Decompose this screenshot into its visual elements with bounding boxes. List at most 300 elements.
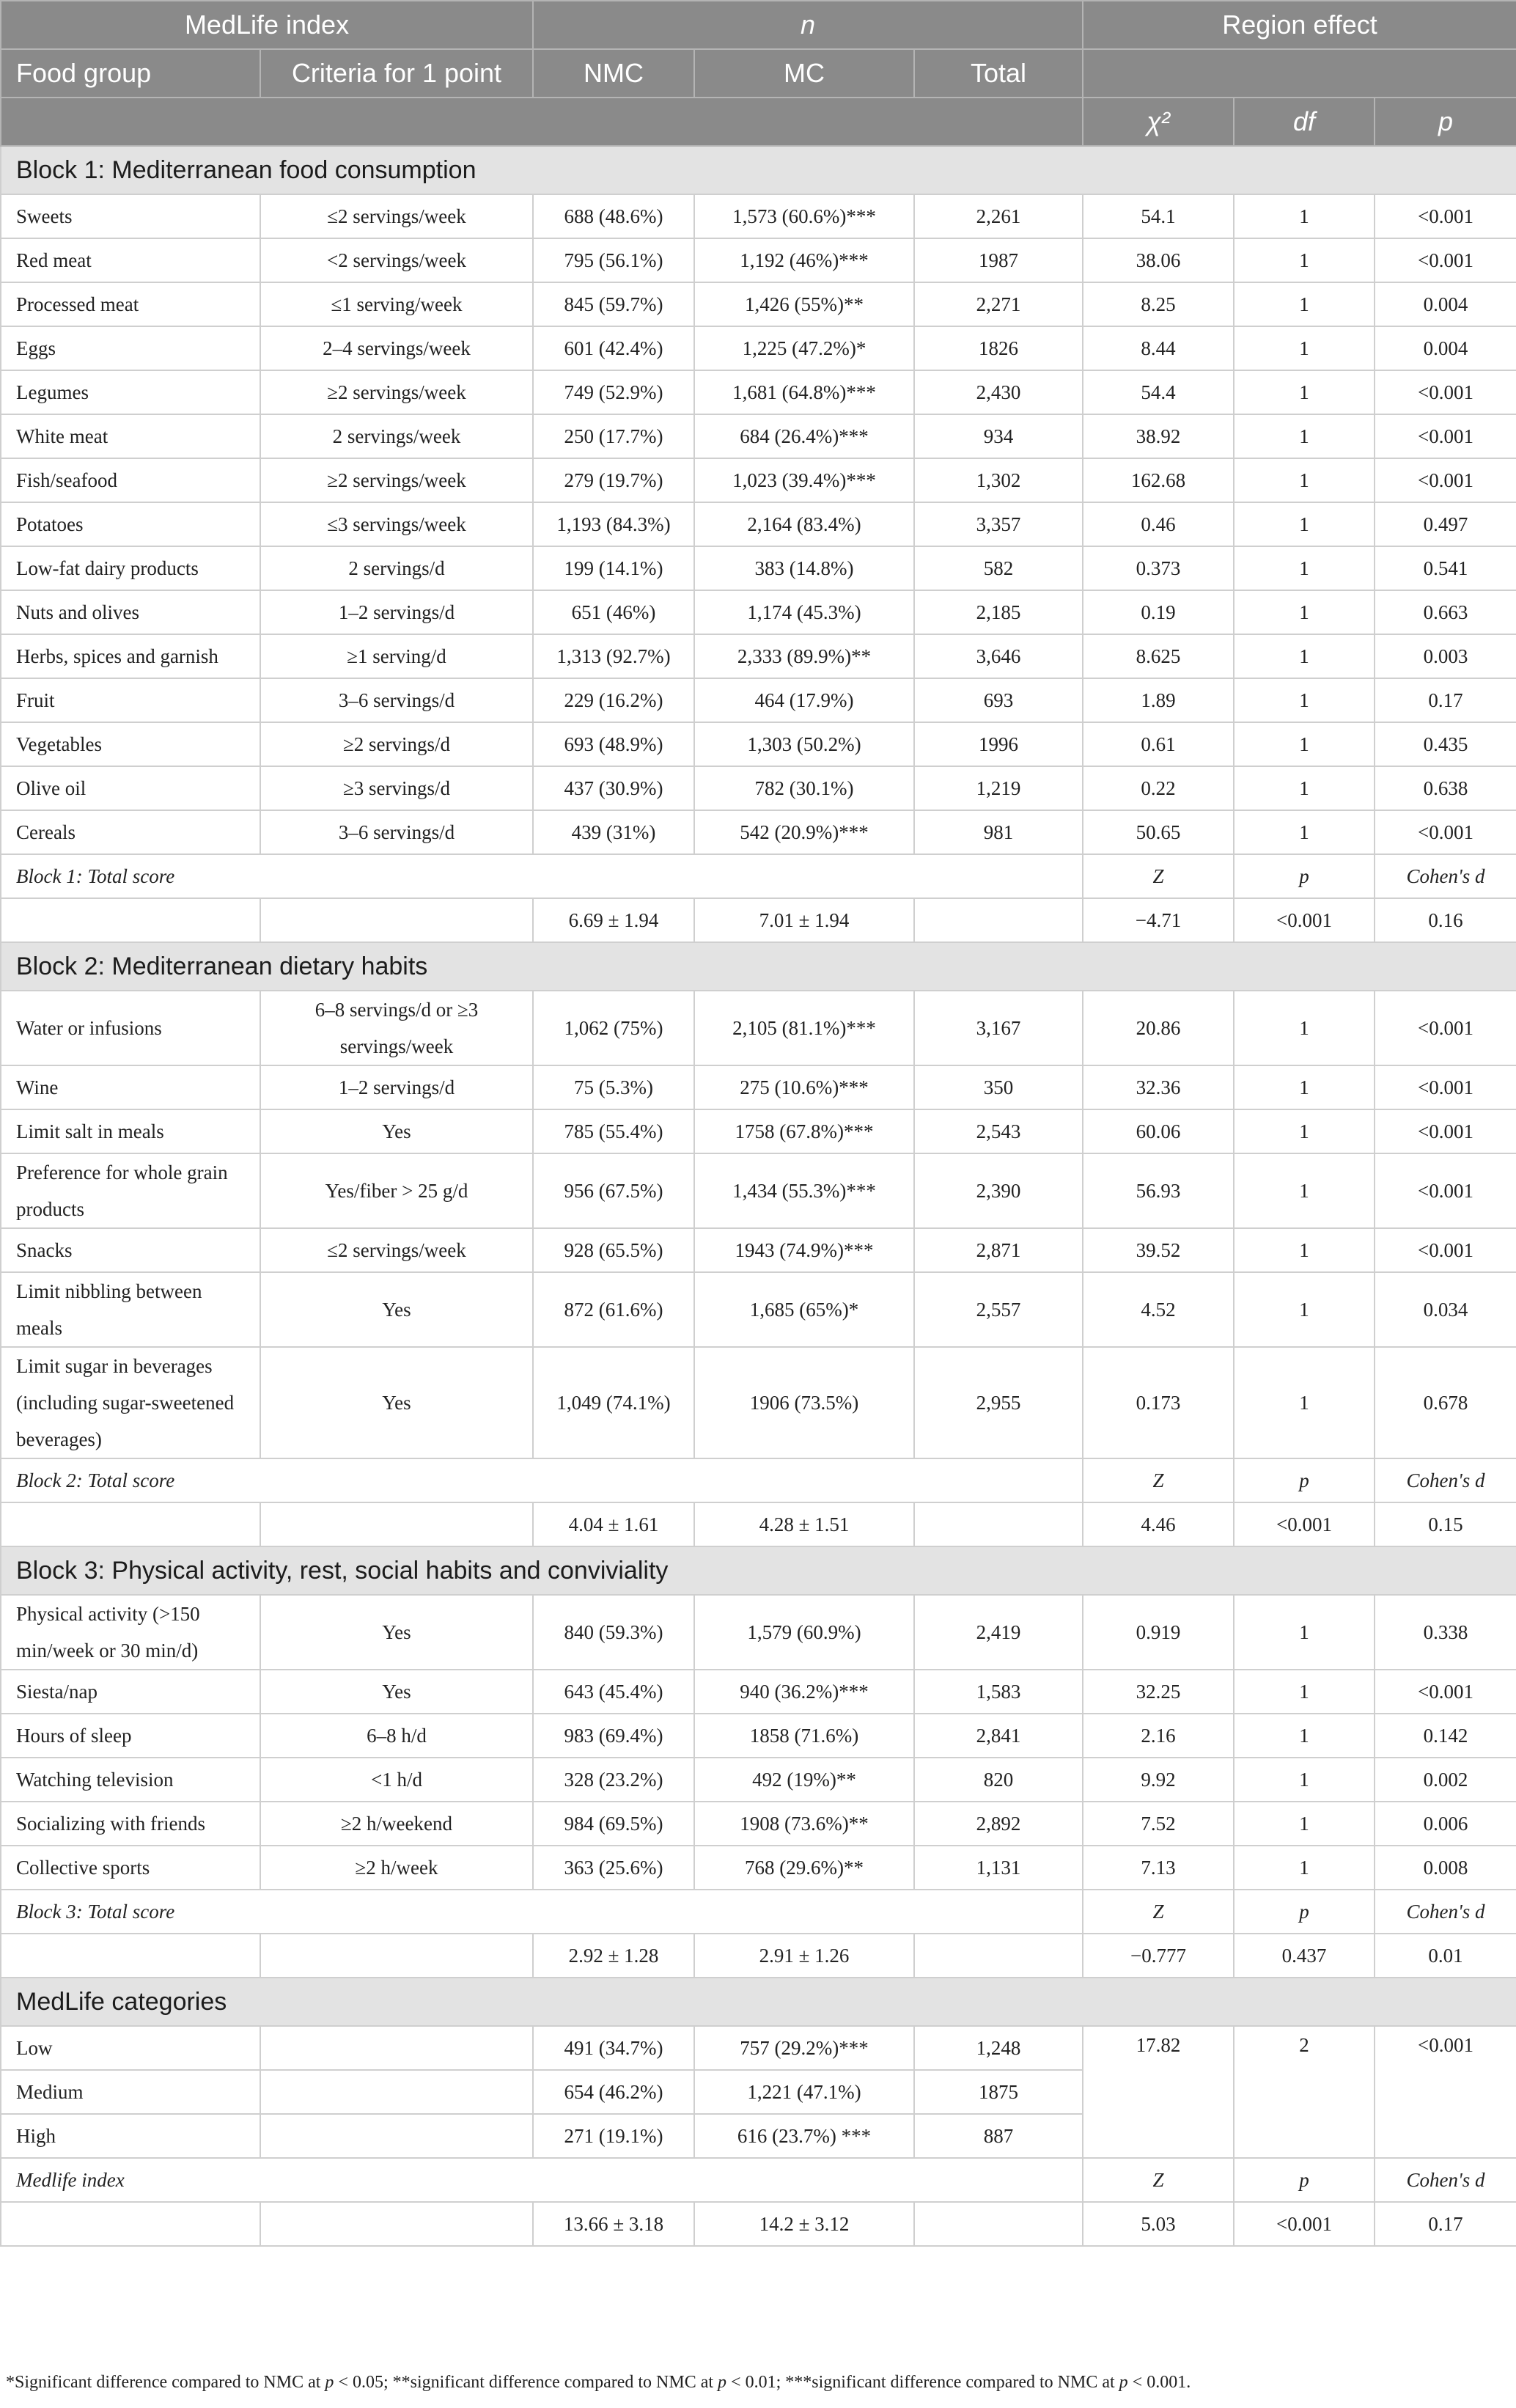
- total-score-label: Medlife index: [1, 2158, 1083, 2202]
- table-row: [1, 546, 1516, 590]
- empty-cell: [914, 2202, 1083, 2246]
- p-cell: 0.004: [1375, 282, 1516, 326]
- food-group-cell: Siesta/nap: [1, 1670, 260, 1714]
- df-cell: 1: [1234, 238, 1375, 282]
- empty-cell: [260, 2114, 533, 2158]
- header-row-1: [1, 1, 1516, 49]
- food-group-cell: Red meat: [1, 238, 260, 282]
- nmc-total-score: 4.04 ± 1.61: [533, 1502, 694, 1546]
- nmc-total-score: 2.92 ± 1.28: [533, 1934, 694, 1978]
- food-group-cell: Olive oil: [1, 766, 260, 810]
- empty-cell: [260, 2026, 533, 2070]
- criteria-cell: Yes: [260, 1272, 533, 1347]
- chi2-cell: 38.92: [1083, 414, 1234, 458]
- p-value: <0.001: [1234, 2202, 1375, 2246]
- chi2-cell: 2.16: [1083, 1714, 1234, 1758]
- total-cell: 2,892: [914, 1802, 1083, 1846]
- p-value: 0.437: [1234, 1934, 1375, 1978]
- table-row: [1, 1802, 1516, 1846]
- mc-cell: 1,685 (65%)*: [694, 1272, 914, 1347]
- criteria-cell: 6–8 h/d: [260, 1714, 533, 1758]
- mc-total-score: 4.28 ± 1.51: [694, 1502, 914, 1546]
- table-row: [1, 502, 1516, 546]
- criteria-cell: Yes: [260, 1347, 533, 1458]
- p-cell: <0.001: [1375, 1065, 1516, 1109]
- category-cell: Medium: [1, 2070, 260, 2114]
- total-score-label: Block 1: Total score: [1, 854, 1083, 898]
- empty-cell: [260, 898, 533, 942]
- nmc-cell: 872 (61.6%): [533, 1272, 694, 1347]
- p-cell: <0.001: [1375, 194, 1516, 238]
- table-row: [1, 678, 1516, 722]
- z-label: Z: [1083, 854, 1234, 898]
- p-cell: <0.001: [1375, 238, 1516, 282]
- criteria-cell: <1 h/d: [260, 1758, 533, 1802]
- df-cell: 1: [1234, 590, 1375, 634]
- food-group-cell: Cereals: [1, 810, 260, 854]
- df-cell: 1: [1234, 1347, 1375, 1458]
- footnote-text: < 0.01; ***significant difference compared to NMC at: [726, 2373, 1119, 2392]
- table-row: [1, 238, 1516, 282]
- nmc-total-score: 6.69 ± 1.94: [533, 898, 694, 942]
- total-cell: 2,871: [914, 1228, 1083, 1272]
- chi2-cell: 20.86: [1083, 991, 1234, 1065]
- chi2-cell: 7.13: [1083, 1846, 1234, 1890]
- df-cell: 1: [1234, 546, 1375, 590]
- food-group-cell: Fruit: [1, 678, 260, 722]
- block-title-row: [1, 1546, 1516, 1595]
- food-group-cell: Socializing with friends: [1, 1802, 260, 1846]
- empty-cell: [1, 1934, 260, 1978]
- chi2-cell: 8.25: [1083, 282, 1234, 326]
- nmc-cell: 785 (55.4%): [533, 1109, 694, 1153]
- p-label: p: [1234, 2158, 1375, 2202]
- food-group-cell: Potatoes: [1, 502, 260, 546]
- table-row: [1, 370, 1516, 414]
- food-group-cell: Water or infusions: [1, 991, 260, 1065]
- mc-total-score: 2.91 ± 1.26: [694, 1934, 914, 1978]
- mc-cell: 782 (30.1%): [694, 766, 914, 810]
- mc-cell: 2,164 (83.4%): [694, 502, 914, 546]
- total-cell: 2,419: [914, 1595, 1083, 1670]
- df-cell: 1: [1234, 634, 1375, 678]
- chi2-cell: 60.06: [1083, 1109, 1234, 1153]
- cohens-d-label: Cohen's d: [1375, 1890, 1516, 1934]
- footnote-p: p: [325, 2373, 334, 2392]
- total-score-label: Block 2: Total score: [1, 1458, 1083, 1502]
- mc-cell: 1908 (73.6%)**: [694, 1802, 914, 1846]
- df-cell: 1: [1234, 1802, 1375, 1846]
- mc-cell: 1,434 (55.3%)***: [694, 1153, 914, 1228]
- block-title: Block 2: Mediterranean dietary habits: [1, 942, 1516, 991]
- total-cell: 1826: [914, 326, 1083, 370]
- p-value: <0.001: [1234, 1502, 1375, 1546]
- p-cell: 0.338: [1375, 1595, 1516, 1670]
- p-cell: <0.001: [1375, 370, 1516, 414]
- chi2-cell: 54.1: [1083, 194, 1234, 238]
- chi2-cell: 17.82: [1083, 2026, 1234, 2158]
- p-cell: 0.638: [1375, 766, 1516, 810]
- criteria-cell: ≥2 servings/week: [260, 370, 533, 414]
- mc-cell: 1858 (71.6%): [694, 1714, 914, 1758]
- mc-cell: 464 (17.9%): [694, 678, 914, 722]
- nmc-cell: 75 (5.3%): [533, 1065, 694, 1109]
- chi2-cell: 50.65: [1083, 810, 1234, 854]
- chi2-cell: 39.52: [1083, 1228, 1234, 1272]
- mc-cell: 383 (14.8%): [694, 546, 914, 590]
- empty-cell: [1, 898, 260, 942]
- criteria-cell: ≤3 servings/week: [260, 502, 533, 546]
- food-group-cell: Eggs: [1, 326, 260, 370]
- p-cell: 0.497: [1375, 502, 1516, 546]
- df-cell: 1: [1234, 414, 1375, 458]
- food-group-cell: Limit nibbling between meals: [1, 1272, 260, 1347]
- p-cell: 0.17: [1375, 678, 1516, 722]
- p-cell: <0.001: [1375, 2026, 1516, 2158]
- p-cell: <0.001: [1375, 1109, 1516, 1153]
- nmc-cell: 250 (17.7%): [533, 414, 694, 458]
- nmc-cell: 363 (25.6%): [533, 1846, 694, 1890]
- mc-cell: 684 (26.4%)***: [694, 414, 914, 458]
- criteria-cell: ≥2 h/week: [260, 1846, 533, 1890]
- p-cell: <0.001: [1375, 414, 1516, 458]
- p-cell: 0.678: [1375, 1347, 1516, 1458]
- block-title-row: [1, 1978, 1516, 2026]
- mc-total-score: 7.01 ± 1.94: [694, 898, 914, 942]
- food-group-cell: Hours of sleep: [1, 1714, 260, 1758]
- criteria-cell: 3–6 servings/d: [260, 678, 533, 722]
- food-group-cell: Nuts and olives: [1, 590, 260, 634]
- df-cell: 1: [1234, 1846, 1375, 1890]
- nmc-cell: 439 (31%): [533, 810, 694, 854]
- nmc-cell: 601 (42.4%): [533, 326, 694, 370]
- mc-cell: 2,105 (81.1%)***: [694, 991, 914, 1065]
- chi2-cell: 54.4: [1083, 370, 1234, 414]
- table-row: [1, 766, 1516, 810]
- total-cell: 1,131: [914, 1846, 1083, 1890]
- footnote: [6, 2373, 1191, 2393]
- total-cell: 2,543: [914, 1109, 1083, 1153]
- criteria-cell: ≤1 serving/week: [260, 282, 533, 326]
- table-row: [1, 2026, 1516, 2070]
- total-score-label-row: [1, 1458, 1516, 1502]
- df-cell: 1: [1234, 1595, 1375, 1670]
- table-row: [1, 1347, 1516, 1458]
- total-cell: 2,955: [914, 1347, 1083, 1458]
- z-label: Z: [1083, 1458, 1234, 1502]
- criteria-cell: Yes: [260, 1109, 533, 1153]
- chi2-cell: 162.68: [1083, 458, 1234, 502]
- total-cell: 820: [914, 1758, 1083, 1802]
- empty-cell: [1, 1502, 260, 1546]
- criteria-cell: Yes: [260, 1670, 533, 1714]
- cohens-d-label: Cohen's d: [1375, 2158, 1516, 2202]
- header-criteria: Criteria for 1 point: [260, 49, 533, 98]
- mc-cell: 940 (36.2%)***: [694, 1670, 914, 1714]
- nmc-cell: 437 (30.9%): [533, 766, 694, 810]
- chi2-cell: 38.06: [1083, 238, 1234, 282]
- chi2-cell: 32.25: [1083, 1670, 1234, 1714]
- mc-cell: 1,573 (60.6%)***: [694, 194, 914, 238]
- table-row: [1, 1272, 1516, 1347]
- table-row: [1, 634, 1516, 678]
- nmc-cell: 984 (69.5%): [533, 1802, 694, 1846]
- chi2-cell: 56.93: [1083, 1153, 1234, 1228]
- p-cell: 0.541: [1375, 546, 1516, 590]
- block-title-row: [1, 146, 1516, 194]
- header-mc: MC: [694, 49, 914, 98]
- table-row: [1, 414, 1516, 458]
- total-score-row: [1, 1934, 1516, 1978]
- criteria-cell: 6–8 servings/d or ≥3 servings/week: [260, 991, 533, 1065]
- chi2-cell: 0.46: [1083, 502, 1234, 546]
- z-value: 4.46: [1083, 1502, 1234, 1546]
- nmc-cell: 654 (46.2%): [533, 2070, 694, 2114]
- footnote-text: < 0.05; **significant difference compared to NMC at: [334, 2373, 718, 2392]
- chi2-cell: 0.61: [1083, 722, 1234, 766]
- food-group-cell: Low-fat dairy products: [1, 546, 260, 590]
- criteria-cell: ≤2 servings/week: [260, 194, 533, 238]
- total-cell: 1987: [914, 238, 1083, 282]
- mc-cell: 2,333 (89.9%)**: [694, 634, 914, 678]
- total-cell: 2,557: [914, 1272, 1083, 1347]
- df-cell: 1: [1234, 722, 1375, 766]
- footnote-text: *Significant difference compared to NMC at: [6, 2373, 325, 2392]
- p-cell: 0.435: [1375, 722, 1516, 766]
- df-cell: 1: [1234, 1758, 1375, 1802]
- empty-cell: [914, 1934, 1083, 1978]
- p-cell: 0.034: [1375, 1272, 1516, 1347]
- empty-cell: [260, 1934, 533, 1978]
- df-cell: 1: [1234, 1065, 1375, 1109]
- nmc-cell: 328 (23.2%): [533, 1758, 694, 1802]
- food-group-cell: Physical activity (>150 min/week or 30 min/d): [1, 1595, 260, 1670]
- total-cell: 582: [914, 546, 1083, 590]
- df-cell: 1: [1234, 326, 1375, 370]
- nmc-cell: 983 (69.4%): [533, 1714, 694, 1758]
- p-cell: 0.002: [1375, 1758, 1516, 1802]
- empty-cell: [260, 2202, 533, 2246]
- p-cell: <0.001: [1375, 991, 1516, 1065]
- chi2-cell: 0.19: [1083, 590, 1234, 634]
- total-cell: 350: [914, 1065, 1083, 1109]
- chi2-cell: 8.625: [1083, 634, 1234, 678]
- total-cell: 2,261: [914, 194, 1083, 238]
- nmc-total-score: 13.66 ± 3.18: [533, 2202, 694, 2246]
- nmc-cell: 651 (46%): [533, 590, 694, 634]
- mc-cell: 492 (19%)**: [694, 1758, 914, 1802]
- food-group-cell: Fish/seafood: [1, 458, 260, 502]
- criteria-cell: ≥2 servings/d: [260, 722, 533, 766]
- mc-cell: 275 (10.6%)***: [694, 1065, 914, 1109]
- mc-cell: 1,023 (39.4%)***: [694, 458, 914, 502]
- p-cell: 0.008: [1375, 1846, 1516, 1890]
- nmc-cell: 271 (19.1%): [533, 2114, 694, 2158]
- z-label: Z: [1083, 1890, 1234, 1934]
- nmc-cell: 279 (19.7%): [533, 458, 694, 502]
- food-group-cell: Processed meat: [1, 282, 260, 326]
- criteria-cell: ≤2 servings/week: [260, 1228, 533, 1272]
- header-blank: [1083, 49, 1516, 98]
- table-row: [1, 1153, 1516, 1228]
- total-cell: 2,390: [914, 1153, 1083, 1228]
- p-cell: 0.663: [1375, 590, 1516, 634]
- chi2-cell: 32.36: [1083, 1065, 1234, 1109]
- nmc-cell: 956 (67.5%): [533, 1153, 694, 1228]
- p-cell: <0.001: [1375, 1153, 1516, 1228]
- header-total: Total: [914, 49, 1083, 98]
- nmc-cell: 795 (56.1%): [533, 238, 694, 282]
- total-cell: 1,302: [914, 458, 1083, 502]
- header-spacer: [1, 98, 1083, 146]
- table-row: [1, 282, 1516, 326]
- mc-cell: 1,579 (60.9%): [694, 1595, 914, 1670]
- p-cell: 0.006: [1375, 1802, 1516, 1846]
- header-medlife-index: MedLife index: [1, 1, 533, 49]
- nmc-cell: 840 (59.3%): [533, 1595, 694, 1670]
- nmc-cell: 199 (14.1%): [533, 546, 694, 590]
- mc-total-score: 14.2 ± 3.12: [694, 2202, 914, 2246]
- total-score-row: [1, 2202, 1516, 2246]
- mc-cell: 1,221 (47.1%): [694, 2070, 914, 2114]
- p-value: <0.001: [1234, 898, 1375, 942]
- criteria-cell: ≥3 servings/d: [260, 766, 533, 810]
- empty-cell: [260, 1502, 533, 1546]
- header-nmc: NMC: [533, 49, 694, 98]
- empty-cell: [914, 898, 1083, 942]
- df-cell: 1: [1234, 502, 1375, 546]
- table-row: [1, 1714, 1516, 1758]
- criteria-cell: 2 servings/week: [260, 414, 533, 458]
- table-row: [1, 1670, 1516, 1714]
- criteria-cell: ≥2 h/weekend: [260, 1802, 533, 1846]
- food-group-cell: Vegetables: [1, 722, 260, 766]
- footnote-text: < 0.001.: [1127, 2373, 1191, 2392]
- nmc-cell: 845 (59.7%): [533, 282, 694, 326]
- total-cell: 887: [914, 2114, 1083, 2158]
- food-group-cell: Sweets: [1, 194, 260, 238]
- header-food-group: Food group: [1, 49, 260, 98]
- mc-cell: 1,426 (55%)**: [694, 282, 914, 326]
- category-cell: High: [1, 2114, 260, 2158]
- nmc-cell: 688 (48.6%): [533, 194, 694, 238]
- nmc-cell: 1,062 (75%): [533, 991, 694, 1065]
- table-row: [1, 1595, 1516, 1670]
- header-n: n: [533, 1, 1083, 49]
- food-group-cell: Collective sports: [1, 1846, 260, 1890]
- total-cell: 934: [914, 414, 1083, 458]
- p-cell: <0.001: [1375, 458, 1516, 502]
- total-cell: 3,646: [914, 634, 1083, 678]
- mc-cell: 1943 (74.9%)***: [694, 1228, 914, 1272]
- criteria-cell: <2 servings/week: [260, 238, 533, 282]
- total-cell: 2,271: [914, 282, 1083, 326]
- df-cell: 1: [1234, 1670, 1375, 1714]
- criteria-cell: Yes/fiber > 25 g/d: [260, 1153, 533, 1228]
- block-title: Block 3: Physical activity, rest, social habits and conviviality: [1, 1546, 1516, 1595]
- block-title: MedLife categories: [1, 1978, 1516, 2026]
- table-row: [1, 722, 1516, 766]
- header-chi2: χ²: [1083, 98, 1234, 146]
- p-cell: 0.004: [1375, 326, 1516, 370]
- p-cell: 0.003: [1375, 634, 1516, 678]
- header-row-3: [1, 98, 1516, 146]
- df-cell: 2: [1234, 2026, 1375, 2158]
- cohens-d-value: 0.17: [1375, 2202, 1516, 2246]
- food-group-cell: Herbs, spices and garnish: [1, 634, 260, 678]
- nmc-cell: 1,193 (84.3%): [533, 502, 694, 546]
- z-value: −4.71: [1083, 898, 1234, 942]
- food-group-cell: Wine: [1, 1065, 260, 1109]
- total-cell: 1,583: [914, 1670, 1083, 1714]
- food-group-cell: Watching television: [1, 1758, 260, 1802]
- mc-cell: 1,192 (46%)***: [694, 238, 914, 282]
- total-cell: 2,185: [914, 590, 1083, 634]
- df-cell: 1: [1234, 1228, 1375, 1272]
- df-cell: 1: [1234, 1714, 1375, 1758]
- table-row: [1, 1846, 1516, 1890]
- df-cell: 1: [1234, 766, 1375, 810]
- p-cell: <0.001: [1375, 810, 1516, 854]
- cohens-d-label: Cohen's d: [1375, 1458, 1516, 1502]
- criteria-cell: ≥1 serving/d: [260, 634, 533, 678]
- p-label: p: [1234, 1458, 1375, 1502]
- chi2-cell: 4.52: [1083, 1272, 1234, 1347]
- table-row: [1, 590, 1516, 634]
- nmc-cell: 693 (48.9%): [533, 722, 694, 766]
- criteria-cell: 1–2 servings/d: [260, 590, 533, 634]
- df-cell: 1: [1234, 991, 1375, 1065]
- total-cell: 1,219: [914, 766, 1083, 810]
- food-group-cell: Snacks: [1, 1228, 260, 1272]
- food-group-cell: Legumes: [1, 370, 260, 414]
- mc-cell: 1,225 (47.2%)*: [694, 326, 914, 370]
- df-cell: 1: [1234, 194, 1375, 238]
- header-df: df: [1234, 98, 1375, 146]
- p-cell: <0.001: [1375, 1228, 1516, 1272]
- table-row: [1, 1758, 1516, 1802]
- df-cell: 1: [1234, 678, 1375, 722]
- criteria-cell: 3–6 servings/d: [260, 810, 533, 854]
- cohens-d-value: 0.01: [1375, 1934, 1516, 1978]
- nmc-cell: 491 (34.7%): [533, 2026, 694, 2070]
- cohens-d-value: 0.15: [1375, 1502, 1516, 1546]
- df-cell: 1: [1234, 1153, 1375, 1228]
- block-title: Block 1: Mediterranean food consumption: [1, 146, 1516, 194]
- footnote-p: p: [718, 2373, 727, 2392]
- df-cell: 1: [1234, 1109, 1375, 1153]
- nmc-cell: 1,313 (92.7%): [533, 634, 694, 678]
- p-label: p: [1234, 854, 1375, 898]
- df-cell: 1: [1234, 810, 1375, 854]
- mc-cell: 757 (29.2%)***: [694, 2026, 914, 2070]
- total-cell: 693: [914, 678, 1083, 722]
- food-group-cell: White meat: [1, 414, 260, 458]
- total-cell: 1,248: [914, 2026, 1083, 2070]
- cohens-d-label: Cohen's d: [1375, 854, 1516, 898]
- total-cell: 1996: [914, 722, 1083, 766]
- footnote-p: p: [1119, 2373, 1128, 2392]
- chi2-cell: 7.52: [1083, 1802, 1234, 1846]
- nmc-cell: 643 (45.4%): [533, 1670, 694, 1714]
- mc-cell: 1,174 (45.3%): [694, 590, 914, 634]
- category-cell: Low: [1, 2026, 260, 2070]
- total-score-row: [1, 1502, 1516, 1546]
- total-score-label-row: [1, 2158, 1516, 2202]
- table-row: [1, 1228, 1516, 1272]
- empty-cell: [914, 1502, 1083, 1546]
- nmc-cell: 1,049 (74.1%): [533, 1347, 694, 1458]
